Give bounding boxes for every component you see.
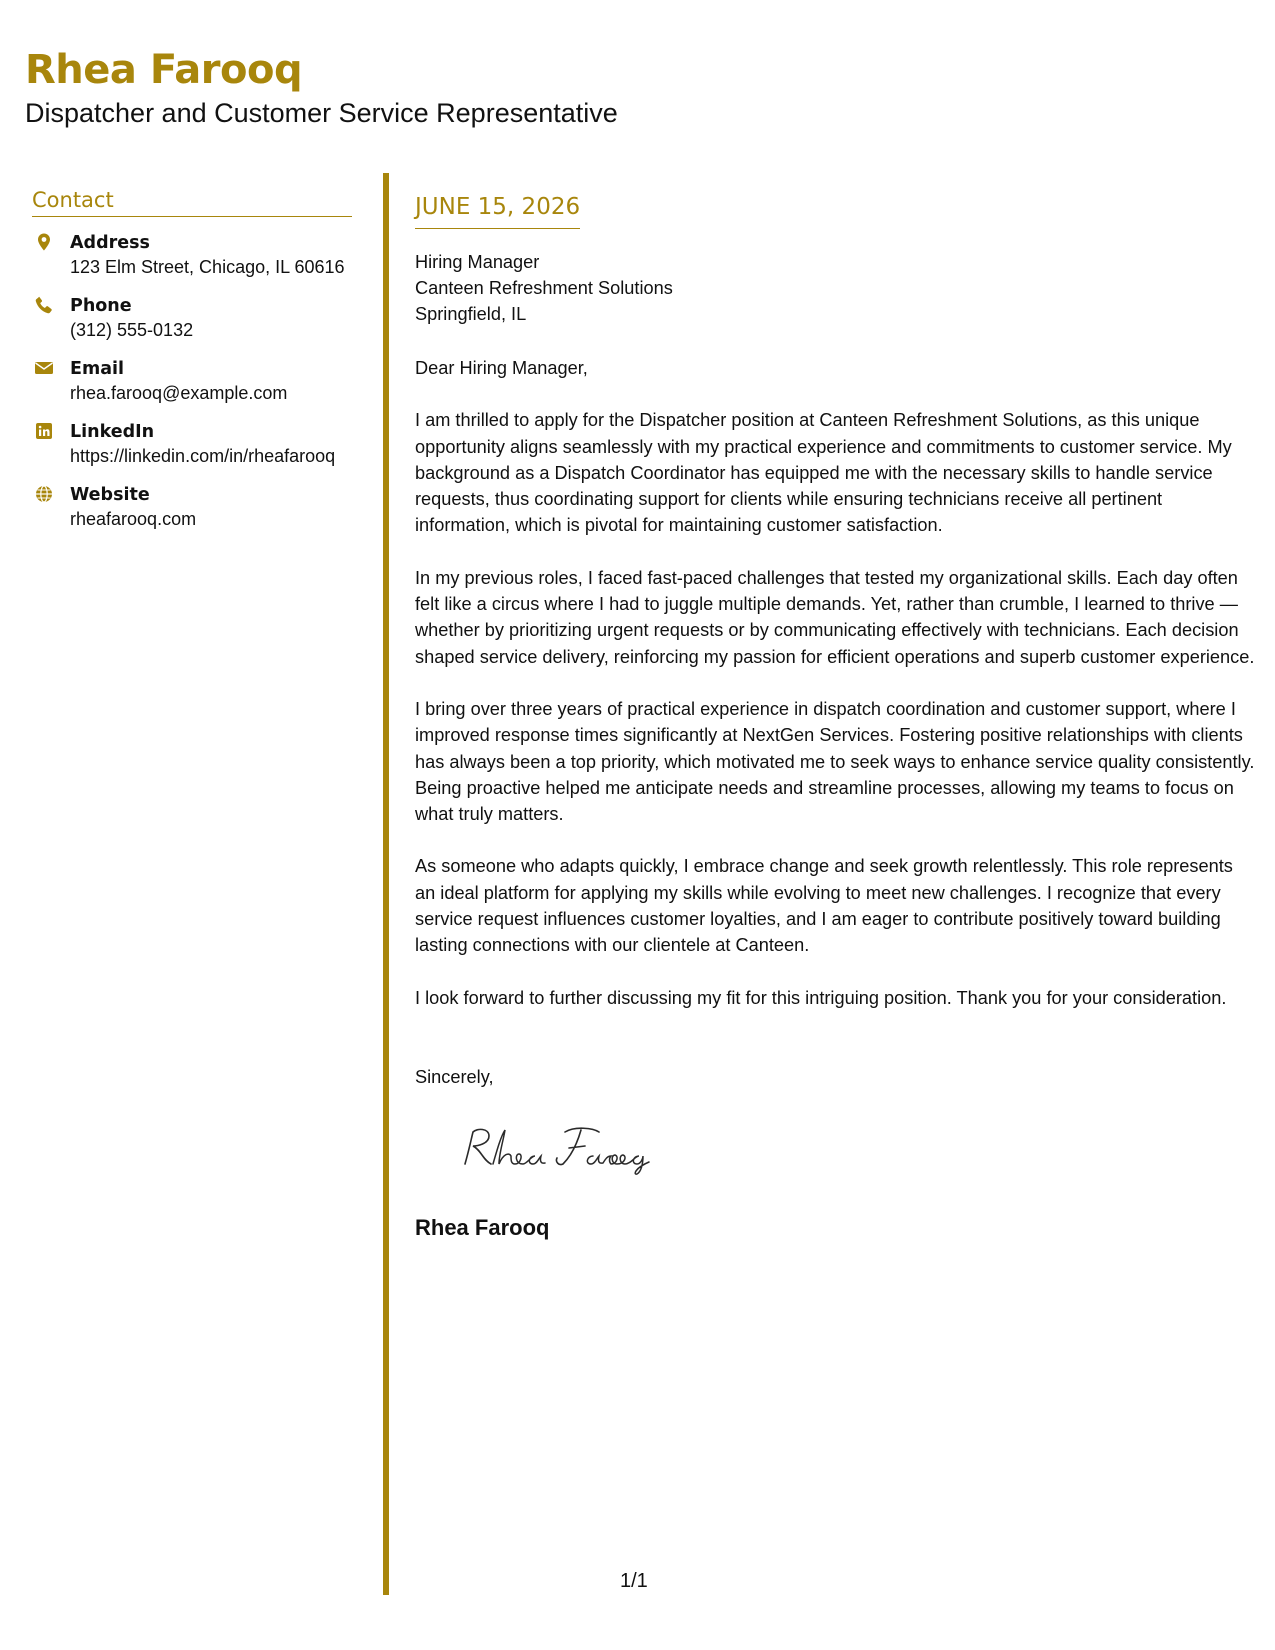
linkedin-icon <box>34 421 54 441</box>
letter-paragraph: I look forward to further discussing my fit for this intriguing position. Thank you for your consideration. <box>415 987 1227 1008</box>
contact-item-website <box>32 483 352 532</box>
page-number: 1/1 <box>620 1570 648 1592</box>
contact-label: Address <box>70 233 150 253</box>
applicant-title: Dispatcher and Customer Service Representative <box>25 98 618 128</box>
linkedin-link[interactable]: https://linkedin.com/in/rheafarooq <box>70 446 336 466</box>
contact-heading: Contact <box>32 188 352 217</box>
envelope-icon <box>34 358 54 378</box>
letter-paragraph: As someone who adapts quickly, I embrace change and seek growth relentlessly. This role represents an ideal platform for applying my skills while evolving to meet new challenges. I recognize that every service request influences customer loyalties, and I am eager to contribute positively toward building lasting connections with our clientele at Canteen. <box>415 856 1233 956</box>
contact-label: Website <box>70 485 150 505</box>
salutation: Dear Hiring Manager, <box>415 358 588 378</box>
phone-icon <box>34 295 54 315</box>
contact-item-address <box>32 231 352 280</box>
closing: Sincerely, <box>415 1066 494 1087</box>
letter-paragraph: I am thrilled to apply for the Dispatcher position at Canteen Refreshment Solutions, as this unique opportunity aligns seamlessly with my practical experience and commitments to customer service. My background as a Dispatch Coordinator has equipped me with the necessary skills to handle service requests, thus coordinating support for clients while ensuring technicians receive all pertinent information, which is pivotal for maintaining customer satisfaction. <box>415 410 1232 536</box>
vertical-divider <box>383 173 389 1595</box>
recipient-name: Hiring Manager <box>415 252 540 272</box>
recipient-block <box>415 249 1255 327</box>
letter-paragraph: In my previous roles, I faced fast-paced challenges that tested my organizational skills. Each day often felt like a circus where I had to juggle multiple demands. Yet, rather than crumble, I learned to thrive — whether by prioritizing urgent requests or by communicating effectively with technicians. Each decision shaped service delivery, reinforcing my passion for efficient operations and superb customer experience. <box>415 567 1255 667</box>
signature-name: Rhea Farooq <box>415 1214 550 1240</box>
contact-item-linkedin <box>32 420 352 469</box>
contact-value: (312) 555-0132 <box>70 320 194 340</box>
recipient-company: Canteen Refreshment Solutions <box>415 278 673 298</box>
applicant-name: Rhea Farooq <box>25 47 303 93</box>
contact-label: LinkedIn <box>70 422 155 442</box>
recipient-location: Springfield, IL <box>415 304 527 324</box>
handwritten-signature <box>453 1120 673 1176</box>
contact-label: Phone <box>70 296 132 316</box>
contact-label: Email <box>70 359 124 379</box>
contact-item-phone <box>32 294 352 343</box>
letter-paragraph: I bring over three years of practical experience in dispatch coordination and customer support, where I improved response times significantly at NextGen Services. Fostering positive relationships with clients has always been a top priority, which motivated me to seek ways to enhance service quality consistently. Being proactive helped me anticipate needs and streamline processes, allowing my teams to focus on what truly matters. <box>415 698 1255 825</box>
website-link[interactable]: rheafarooq.com <box>70 509 197 529</box>
contact-value: 123 Elm Street, Chicago, IL 60616 <box>70 257 345 277</box>
map-pin-icon <box>34 232 54 252</box>
globe-icon <box>34 484 54 504</box>
contact-value: rhea.farooq@example.com <box>70 383 288 403</box>
contact-sidebar <box>32 188 352 546</box>
cover-letter <box>415 192 1255 1242</box>
contact-item-email <box>32 357 352 406</box>
letter-date: JUNE 15, 2026 <box>415 192 580 229</box>
